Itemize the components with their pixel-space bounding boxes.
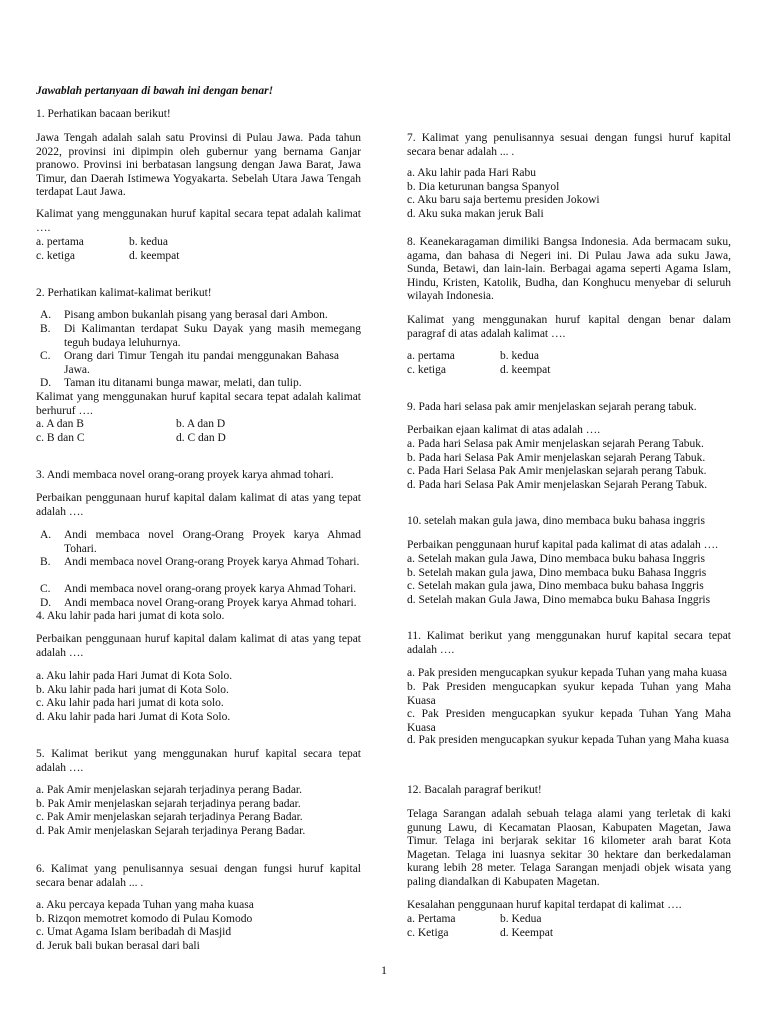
q4-prompt: Perbaikan penggunaan huruf kapital dalam kalimat di atas yang tepat adalah …. bbox=[36, 633, 361, 659]
q10-stem: 10. setelah makan gula jawa, dino membaca buku bahasa inggris bbox=[407, 515, 705, 527]
q3-item-text: Andi membaca novel orang-orang proyek karya Ahmad Tohari. bbox=[64, 583, 357, 595]
q2-option-c: c. B dan C bbox=[36, 431, 85, 444]
q1-prompt: Kalimat yang menggunakan huruf kapital secara tepat adalah kalimat …. bbox=[36, 208, 361, 234]
q4-stem: 4. Aku lahir pada hari jumat di kota solo. bbox=[36, 610, 225, 622]
q3-prompt: Perbaikan penggunaan huruf kapital dalam kalimat di atas yang tepat adalah …. bbox=[36, 492, 361, 518]
q4-options bbox=[36, 670, 361, 724]
q8-option-b: b. kedua bbox=[500, 350, 539, 362]
instruction-heading: Jawablah pertanyaan di bawah ini dengan benar! bbox=[36, 85, 274, 97]
q12-options bbox=[407, 913, 731, 940]
q10-option-c: c. Setelah makan gula jawa, Dino membaca buku bahasa Inggris bbox=[407, 580, 704, 592]
q2-item-letter: D. bbox=[40, 377, 52, 389]
q6-option-d: d. Jeruk bali bukan berasal dari bali bbox=[36, 939, 200, 952]
q3-item-a bbox=[36, 529, 361, 556]
q2-option-b: b. A dan D bbox=[176, 418, 226, 430]
q1-title: 1. Perhatikan bacaan berikut! bbox=[36, 108, 171, 120]
q7-options bbox=[407, 167, 731, 221]
q2-title: 2. Perhatikan kalimat-kalimat berikut! bbox=[36, 287, 212, 299]
q3-item-text: Andi membaca novel Orang-Orang Proyek karya Ahmad Tohari. bbox=[64, 529, 361, 555]
q9-option-a: a. Pada hari Selasa pak Amir menjelaskan sejarah Perang Tabuk. bbox=[407, 438, 704, 450]
q1-passage: Jawa Tengah adalah salah satu Provinsi di Pulau Jawa. Pada tahun 2022, provinsi ini dipimpin oleh gubernur yang bernama Ganjar pranowo. Provinsi ini berbatasan langsung dengan Jawa Barat, Jawa Timur, dan Daerah Istimewa Yogyakarta. Sebelah Utara Jawa Tengah terdapat Laut Jawa. bbox=[36, 132, 361, 198]
q11-option-d: d. Pak presiden mengucapkan syukur kepada Tuhan yang Maha kuasa bbox=[407, 734, 729, 746]
q9-prompt: Perbaikan ejaan kalimat di atas adalah …. bbox=[407, 424, 601, 436]
q3-item-letter: A. bbox=[40, 529, 52, 541]
q2-item-text: Orang dari Timur Tengah itu pandai menggunakan Bahasa Jawa. bbox=[64, 350, 339, 376]
q10-option-d: d. Setelah makan Gula Jawa, Dino memabca buku Bahasa Inggris bbox=[407, 593, 711, 606]
q3-item-text: Andi membaca novel Orang-orang Proyek karya Ahmad tohari. bbox=[64, 597, 357, 609]
q3-item-b bbox=[36, 556, 361, 570]
q1-option-d: d. keempat bbox=[129, 249, 180, 262]
q2-item-text: Taman itu ditanami bunga mawar, melati, dan tulip. bbox=[64, 377, 302, 389]
q5-stem: 5. Kalimat berikut yang menggunakan huruf kapital secara tepat adalah …. bbox=[36, 748, 361, 774]
q6-option-b: b. Rizqon memotret komodo di Pulau Komodo bbox=[36, 912, 253, 925]
q2-item-c bbox=[36, 350, 361, 377]
q11-stem: 11. Kalimat berikut yang menggunakan huruf kapital secara tepat adalah …. bbox=[407, 630, 731, 656]
q12-option-a: a. Pertama bbox=[407, 913, 456, 925]
q3-item-c bbox=[36, 583, 361, 597]
q12-title: 12. Bacalah paragraf berikut! bbox=[407, 784, 542, 796]
q8-option-d: d. keempat bbox=[500, 363, 551, 376]
q5-option-b: b. Pak Amir menjelaskan sejarah terjadinya perang badar. bbox=[36, 797, 301, 810]
q3-item-letter: C. bbox=[40, 583, 51, 595]
q9-option-b: b. Pada hari Selasa Pak Amir menjelaskan sejarah Perang Tabuk. bbox=[407, 451, 706, 464]
q7-option-b: b. Dia keturunan bangsa Spanyol bbox=[407, 180, 560, 193]
q7-option-a: a. Aku lahir pada Hari Rabu bbox=[407, 167, 537, 179]
q7-option-c: c. Aku baru saja bertemu presiden Jokowi bbox=[407, 194, 600, 206]
q10-prompt: Perbaikan penggunaan huruf kapital pada kalimat di atas adalah …. bbox=[407, 539, 719, 551]
q8-option-a: a. pertama bbox=[407, 350, 455, 362]
q8-options bbox=[407, 350, 731, 377]
q2-item-letter: C. bbox=[40, 350, 51, 362]
q7-option-d: d. Aku suka makan jeruk Bali bbox=[407, 207, 544, 220]
q12-option-c: c. Ketiga bbox=[407, 926, 449, 939]
q1-option-c: c. ketiga bbox=[36, 249, 75, 262]
q8-prompt: Kalimat yang menggunakan huruf kapital dengan benar dalam paragraf di atas adalah kalimat …. bbox=[407, 314, 731, 340]
q11-option-c: c. Pak Presiden mengucapkan syukur kepada Tuhan Yang Maha Kuasa bbox=[407, 708, 731, 734]
q9-option-c: c. Pada Hari Selasa Pak Amir menjelaskan sejarah perang Tabuk. bbox=[407, 465, 707, 477]
q6-stem: 6. Kalimat yang penulisannya sesuai dengan fungsi huruf kapital secara benar adalah ... . bbox=[36, 863, 361, 889]
q4-option-a: a. Aku lahir pada Hari Jumat di Kota Solo. bbox=[36, 670, 233, 682]
q5-option-a: a. Pak Amir menjelaskan sejarah terjadinya perang Badar. bbox=[36, 784, 302, 796]
q8-option-c: c. ketiga bbox=[407, 363, 446, 376]
q6-option-a: a. Aku percaya kepada Tuhan yang maha kuasa bbox=[36, 899, 254, 911]
q4-option-c: c. Aku lahir pada hari jumat di kota solo. bbox=[36, 697, 224, 709]
q3-item-letter: D. bbox=[40, 597, 52, 609]
q2-option-a: a. A dan B bbox=[36, 418, 84, 430]
q3-item-text: Andi membaca novel Orang-orang Proyek karya Ahmad Tohari. bbox=[64, 556, 360, 568]
q2-item-d bbox=[36, 377, 361, 391]
q10-options bbox=[407, 553, 731, 607]
q4-option-d: d. Aku lahir pada hari Jumat di Kota Solo. bbox=[36, 710, 231, 723]
q12-option-b: b. Kedua bbox=[500, 913, 542, 925]
q9-options bbox=[407, 438, 731, 492]
q11-option-b: b. Pak Presiden mengucapkan syukur kepada Tuhan yang Maha Kuasa bbox=[407, 681, 731, 707]
q10-option-b: b. Setelah makan gula jawa, Dino membaca buku Bahasa Inggris bbox=[407, 566, 707, 579]
q1-option-a: a. pertama bbox=[36, 236, 84, 248]
q5-option-d: d. Pak Amir menjelaskan Sejarah terjadinya Perang Badar. bbox=[36, 824, 306, 837]
q9-option-d: d. Pada hari Selasa Pak Amir menjelaskan Sejarah Perang Tabuk. bbox=[407, 478, 708, 491]
q5-option-c: c. Pak Amir menjelaskan sejarah terjadinya Perang Badar. bbox=[36, 811, 303, 823]
q11-option-a: a. Pak presiden mengucapkan syukur kepada Tuhan yang maha kuasa bbox=[407, 667, 728, 679]
q2-item-letter: B. bbox=[40, 323, 51, 335]
q4-option-b: b. Aku lahir pada hari jumat di Kota Solo. bbox=[36, 683, 229, 696]
q2-item-text: Di Kalimantan terdapat Suku Dayak yang masih memegang teguh budaya leluhurnya. bbox=[64, 323, 361, 349]
q3-item-letter: B. bbox=[40, 556, 51, 568]
q2-item-a bbox=[36, 309, 361, 323]
q12-prompt: Kesalahan penggunaan huruf kapital terdapat di kalimat …. bbox=[407, 899, 682, 911]
page-number: 1 bbox=[381, 963, 387, 977]
q6-option-c: c. Umat Agama Islam beribadah di Masjid bbox=[36, 926, 232, 938]
q2-item-text: Pisang ambon bukanlah pisang yang berasal dari Ambon. bbox=[64, 309, 328, 321]
q5-options bbox=[36, 784, 361, 838]
q9-stem: 9. Pada hari selasa pak amir menjelaskan sejarah perang tabuk. bbox=[407, 401, 697, 413]
q2-prompt: Kalimat yang menggunakan huruf kapital secara tepat adalah kalimat berhuruf …. bbox=[36, 391, 361, 417]
q6-options bbox=[36, 899, 361, 953]
q2-option-d: d. C dan D bbox=[176, 431, 226, 444]
q2-item-b bbox=[36, 323, 361, 350]
q3-stem: 3. Andi membaca novel orang-orang proyek karya ahmad tohari. bbox=[36, 469, 334, 481]
q8-passage: 8. Keanekaragaman dimiliki Bangsa Indonesia. Ada bermacam suku, agama, dan bahasa di Negeri ini. Di Pulau Jawa ada suku Jawa, Sunda, Betawi, dan lain-lain. Berbagai agama seperti Agama Islam, Hindu, Kristen, Katolik, Budha, dan Konghucu menyebar di seluruh wilayah Indonesia. bbox=[407, 236, 731, 302]
q12-passage: Telaga Sarangan adalah sebuah telaga alami yang terletak di kaki gunung Lawu, di Kecamatan Plaosan, Kabupaten Magetan, Jawa Timur. Telaga ini berjarak sekitar 16 kilometer arah barat Kota Magetan. Telaga ini luasnya sekitar 30 hektare dan berkedalaman kurang lebih 28 meter. Telaga Sarangan menjadi objek wisata yang paling diandalkan di Kabupaten Magetan. bbox=[407, 808, 731, 888]
q1-options bbox=[36, 236, 361, 263]
q12-option-d: d. Keempat bbox=[500, 926, 554, 939]
q7-stem: 7. Kalimat yang penulisannya sesuai dengan fungsi huruf kapital secara benar adalah ... . bbox=[407, 132, 731, 158]
q10-option-a: a. Setelah makan gula Jawa, Dino membaca buku bahasa Inggris bbox=[407, 553, 705, 565]
q2-item-letter: A. bbox=[40, 309, 52, 321]
q2-options bbox=[36, 418, 361, 445]
q3-item-d bbox=[36, 597, 361, 611]
q1-option-b: b. kedua bbox=[129, 236, 168, 248]
